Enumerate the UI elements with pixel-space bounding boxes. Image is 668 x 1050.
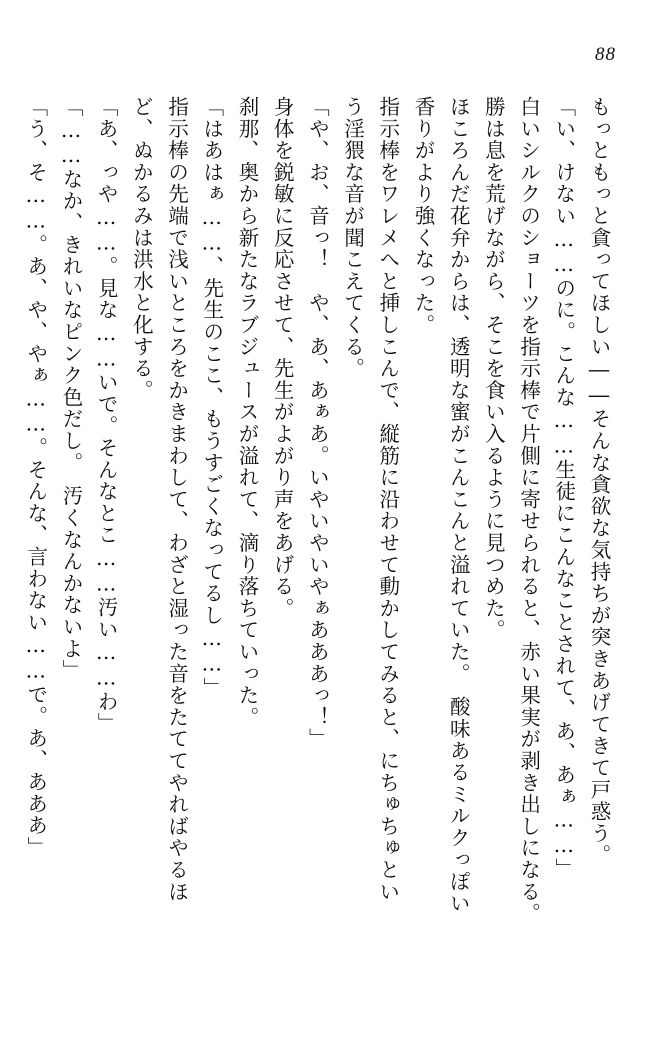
body-line: 「あ、っや……。見な……いで。そんなとこ……汚い……わ」 [94, 96, 119, 735]
body-line: ほころんだ花弁からは、透明な蜜がこんこんと溢れていた。 酸味あるミルクっぽい [446, 96, 471, 915]
body-line: 「い、けない……のに。こんな……生徒にこんなことされて、あ、あぁ……」 [551, 96, 576, 880]
body-line: 指示棒の先端で浅いところをかきまわして、わざと湿った音をたててやればやるほ [164, 96, 189, 903]
body-line: 「はあはぁ……、先生のここ、もうすごくなってるし……」 [199, 96, 224, 699]
body-line: 香りがより強くなった。 [410, 96, 435, 336]
body-line: う淫猥な音が聞こえてくる。 [340, 96, 365, 380]
body-line: 身体を鋭敏に反応させて、先生がよがり声をあげる。 [270, 96, 295, 620]
page-body-text [23, 96, 616, 996]
body-line: 勝は息を荒げながら、そこを食い入るように見つめた。 [481, 96, 506, 641]
body-line: 「……なか、きれいなピンク色だし。 汚くなんかないよ」 [58, 96, 83, 682]
body-line: もっともっと貪ってほしい――そんな貪欲な気持ちが突きあげてきて戸惑う。 [587, 96, 611, 866]
page-number: 88 [595, 44, 616, 65]
body-line: ど、ぬかるみは洪水と化する。 [129, 96, 154, 402]
body-line: 「う、そ……。あ、や、やぁ……。そんな、言わない……で。あ、あああ」 [23, 96, 48, 859]
body-line: 「や、お、音っ！ や、あ、あぁあ。いやいやいやぁあああっ！」 [305, 96, 330, 750]
body-line: 指示棒をワレメへと挿しこんで、縦筋に沿わせて動かしてみると、にちゅちゅとい [375, 96, 400, 903]
body-line: 白いシルクのショーツを指示棒で片側に寄せられると、赤い果実が剥き出しになる。 [516, 96, 541, 925]
body-line: 刹那、奥から新たなラブジュースが溢れて、滴り落ちていった。 [234, 96, 259, 729]
